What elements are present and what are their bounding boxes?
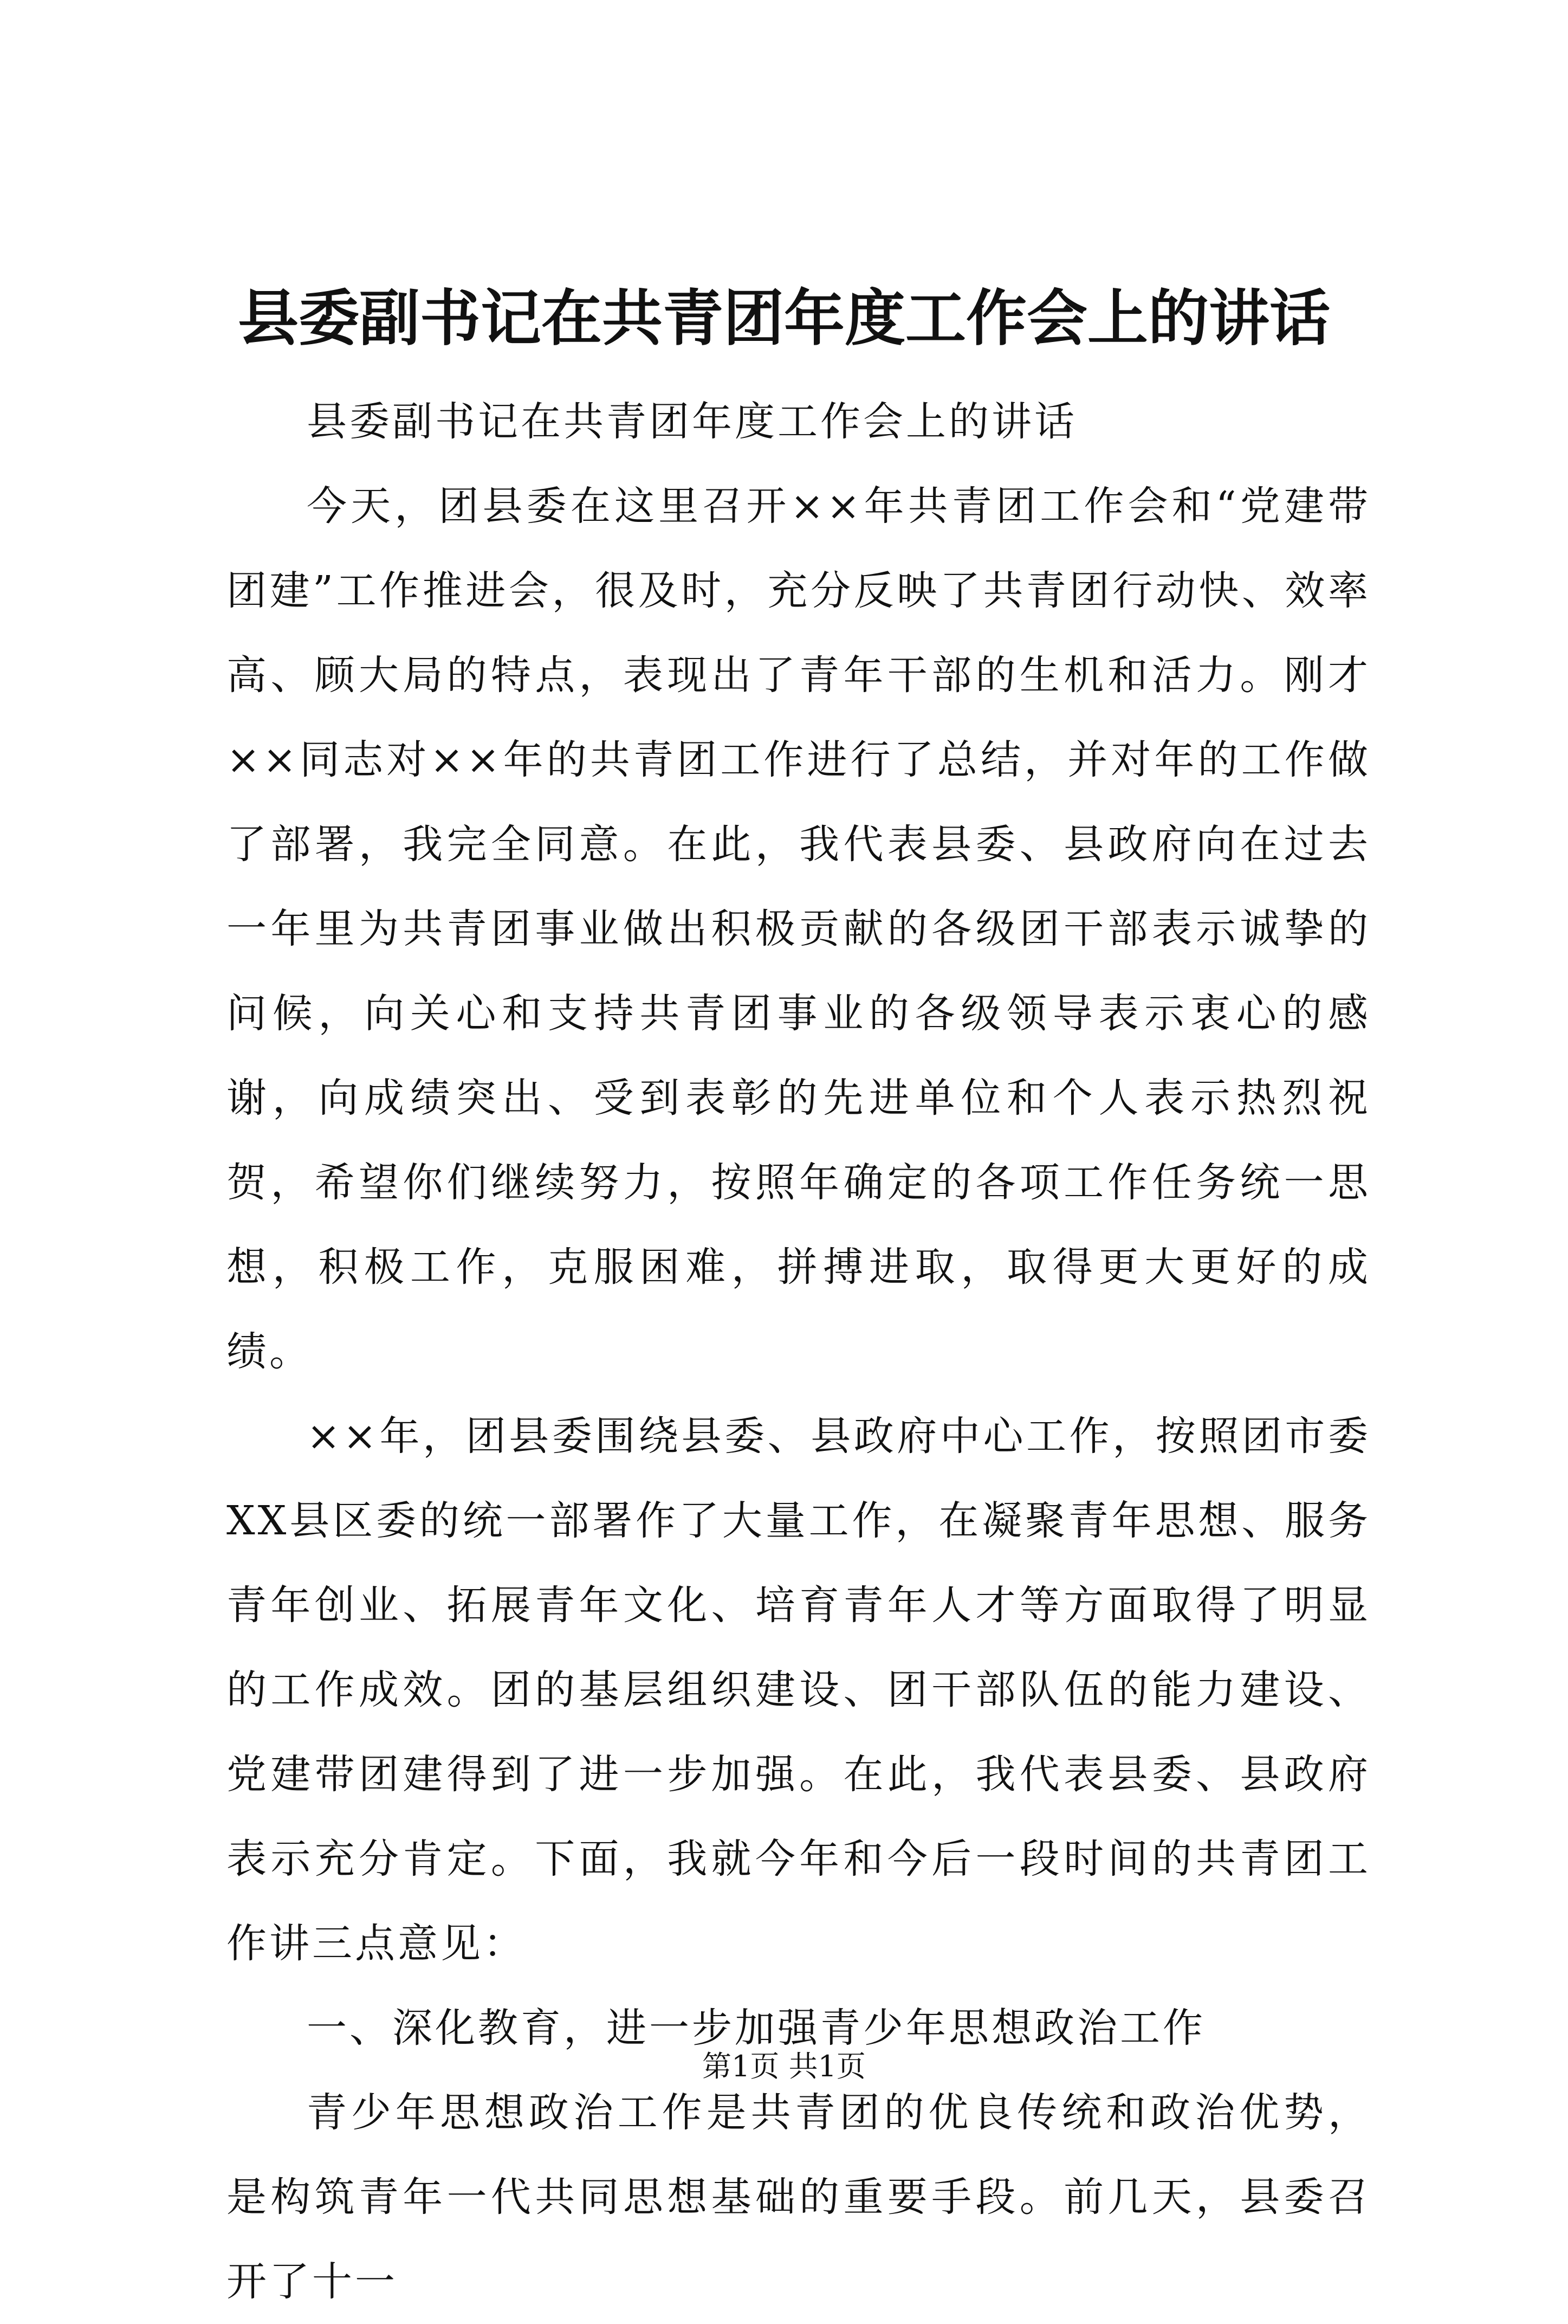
section-heading-1: 一、深化教育，进一步加强青少年思想政治工作 (307, 2005, 1206, 2051)
paragraph-review: ××年，团县委围绕县委、县政府中心工作，按照团市委XX县区委的统一部署作了大量工作，在凝聚青年思想、服务青年创业、拓展青年文化、培育青年人才等方面取得了明显的工作成效。团的基层组织建设、团干部队伍的能力建设、党建带团建得到了进一步加强。在此，我代表县委、县政府表示充分肯定。下面，我就今年和今后一段时间的共青团工作讲三点意见： (226, 1413, 1371, 1967)
paragraph-opening: 今天，团县委在这里召开××年共青团工作会和“党建带团建”工作推进会，很及时，充分反映了共青团行动快、效率高、顾大局的特点，表现出了青年干部的生机和活力。刚才××同志对××年的共青团工作进行了总结，并对年的工作做了部署，我完全同意。在此，我代表县委、县政府向在过去一年里为共青团事业做出积极贡献的各级团干部表示诚挚的问候，向关心和支持共青团事业的各级领导表示衷心的感谢，向成绩突出、受到表彰的先进单位和个人表示热烈祝贺，希望你们继续努力，按照年确定的各项工作任务统一思想，积极工作，克服困难，拼搏进取，取得更大更好的成绩。 (226, 483, 1371, 1375)
page-footer: 第1页 共1页 (702, 2049, 866, 2083)
paragraph-subtitle: 县委副书记在共青团年度工作会上的讲话 (307, 398, 1077, 445)
document-body (226, 379, 1371, 2324)
document-title: 县委副书记在共青团年度工作会上的讲话 (238, 283, 1330, 354)
paragraph-section-1: 青少年思想政治工作是共青团的优良传统和政治优势，是构筑青年一代共同思想基础的重要手段。前几天，县委召开了十一 (226, 2089, 1371, 2305)
